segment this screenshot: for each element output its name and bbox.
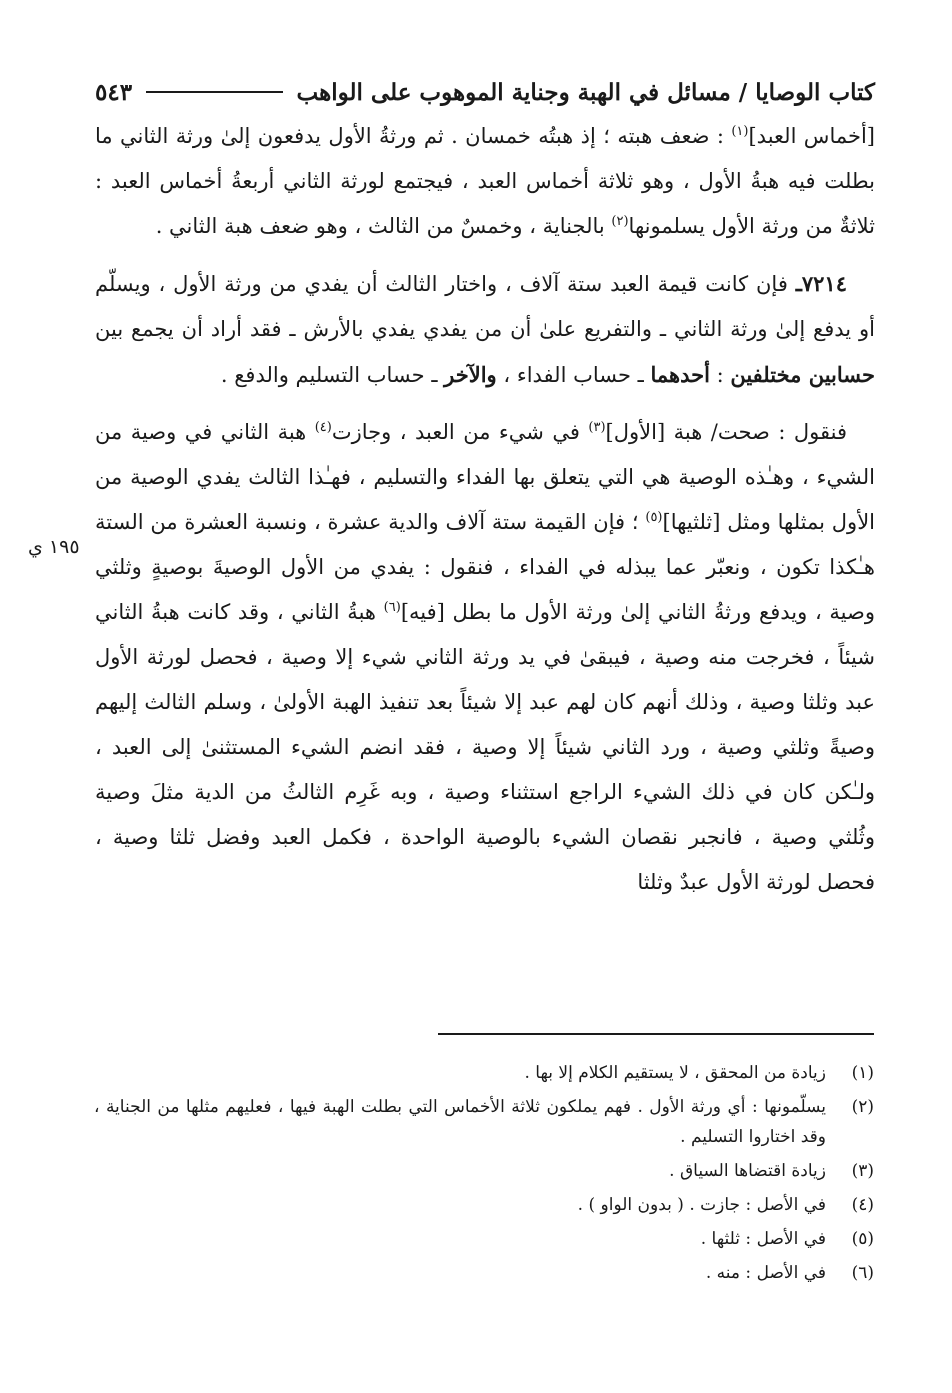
text-run: هبةُ الثاني ، وقد كانت هبةُ الثاني شيئاً ، فخرجت منه وصية ، فيبقىٰ في يد ورثة الثاني شيء إلا وصية ، فحصل لورثة الأول عبد وثلثا وصية ، وذلك أنهم كان لهم عبد إلا شيئاً بعد تنفيذ الهبة الأولىٰ ، وسلم الثالث إليهم وصيةً وثلثي وصية ، ورد الثاني شيئاً إلا وصية ، فقد انضم الشيء المستثنىٰ إلى العبد ، ولـٰكن كان في ذلك الشيء الراجع استثناء وصية ، وبه غَرِم الثالثُ من الدية مثلَ وصية وثُلثي وصية ، فانجبر نقصان الشيء بالوصية الواحدة ، فكمل العبد وفضل ثلثا وصية ، فحصل لورثة الأول عبدٌ وثلثا: [95, 600, 875, 894]
margin-note: ١٩٥ ي: [28, 536, 80, 558]
footnote-item: [94, 1156, 874, 1186]
footnote-number: (٥): [851, 1229, 874, 1249]
text-run: هبة الثاني في وصية من الشيء ، وهـٰذه الوصية هي التي يتعلق بها الفداء والتسليم ، فهـٰذا الثالث يفدي الوصية من الأول بمثلها ومثل [ثلثيها]: [95, 420, 876, 534]
footnote-ref-3: (٣): [588, 420, 606, 435]
paragraph-3: [95, 410, 875, 905]
footnote-text: في الأصل : منه .: [705, 1263, 826, 1283]
footnote-item: [94, 1092, 874, 1152]
footnote-number: (٢): [851, 1097, 874, 1117]
paragraph-1: [95, 114, 875, 249]
footnote-text: في الأصل : ثلثها .: [700, 1229, 826, 1249]
footnote-text: زيادة اقتضاها السياق .: [669, 1161, 826, 1181]
footnote-ref-6: (٦): [383, 600, 401, 615]
footnote-item: [94, 1224, 874, 1254]
footnote-number: (٣): [851, 1161, 874, 1181]
running-header: [95, 70, 875, 114]
text-run: بالجناية ، وخمسٌ من الثالث ، وهو ضعف هبة الثاني .: [155, 214, 612, 238]
footnote-ref-1: (١): [731, 124, 749, 139]
main-text: [95, 114, 875, 905]
footnote-rule: [438, 1033, 874, 1035]
header-rule: [146, 91, 282, 93]
text-run: : ضعف هبته ؛ إذ هبتُه خمسان . ثم ورثةُ الأول يدفعون إلىٰ ورثة الثاني ما بطلت فيه هبةُ الأول ، وهو ثلاثة أخماس العبد ، فيجتمع لورثة الثاني أربعةُ أخماس العبد : ثلاثةٌ من ورثة الأول يسلمونها: [95, 124, 875, 238]
bold-run: أحدهما: [650, 362, 710, 387]
text-run: فإن كانت قيمة العبد ستة آلاف ، واختار الثالث أن يفدي من ورثة الأول ، ويسلّم أو يدفع إلىٰ ورثة الثاني ـ والتفريع علىٰ أن من يفدي يفدي بالأرش ـ فقد أراد أن يجمع بين: [95, 272, 875, 341]
bold-run: حسابين مختلفين: [730, 362, 875, 387]
paragraph-2: [95, 261, 875, 398]
text-run: ـ حساب الفداء ،: [496, 363, 651, 387]
footnote-text: زيادة من المحقق ، لا يستقيم الكلام إلا بها .: [524, 1063, 826, 1083]
text-run: :: [709, 363, 731, 387]
text-run: ـ حساب التسليم والدفع .: [220, 363, 445, 387]
footnote-text: يسلّمونها : أي ورثة الأول . فهم يملكون ثلاثة الأخماس التي بطلت الهبة فيها ، فعليهم مثلها من الجناية ، وقد اختاروا التسليم .: [94, 1097, 826, 1147]
footnote-item: [94, 1190, 874, 1220]
page: [95, 70, 875, 917]
footnote-number: (١): [851, 1063, 874, 1083]
text-run: فنقول : صحت/ هبة [الأول]: [605, 420, 847, 444]
footnote-ref-4: (٤): [314, 420, 332, 435]
footnote-item: [94, 1058, 874, 1088]
footnotes: [94, 1058, 874, 1292]
header-title: كتاب الوصايا / مسائل في الهبة وجناية الموهوب على الواهب: [296, 78, 875, 106]
text-run: [أخماس العبد]: [748, 124, 875, 148]
text-run: في شيء من العبد ، وجازت: [331, 420, 589, 444]
bold-run: والآخر: [444, 362, 497, 387]
footnote-ref-2: (٢): [611, 214, 629, 229]
page-number: ٥٤٣: [95, 78, 133, 106]
footnote-text: في الأصل : جازت . ( بدون الواو ) .: [577, 1195, 826, 1215]
footnote-ref-5: (٥): [645, 510, 663, 525]
issue-number: ٧٢١٤ـ: [795, 271, 847, 296]
text-run: ؛ فإن القيمة ستة آلاف والدية عشرة ، ونسبة العشرة من الستة هـٰكذا تكون ، ونعبّر عما يبذله في الفداء ، فنقول : يفدي من الأول الوصيةَ بوصيةٍ وثلثي وصية ، ويدفع ورثةُ الثاني إلىٰ ورثة الأول ما بطل [فيه]: [95, 510, 875, 624]
footnote-number: (٦): [851, 1263, 874, 1283]
footnote-item: [94, 1258, 874, 1288]
footnote-number: (٤): [851, 1195, 874, 1215]
